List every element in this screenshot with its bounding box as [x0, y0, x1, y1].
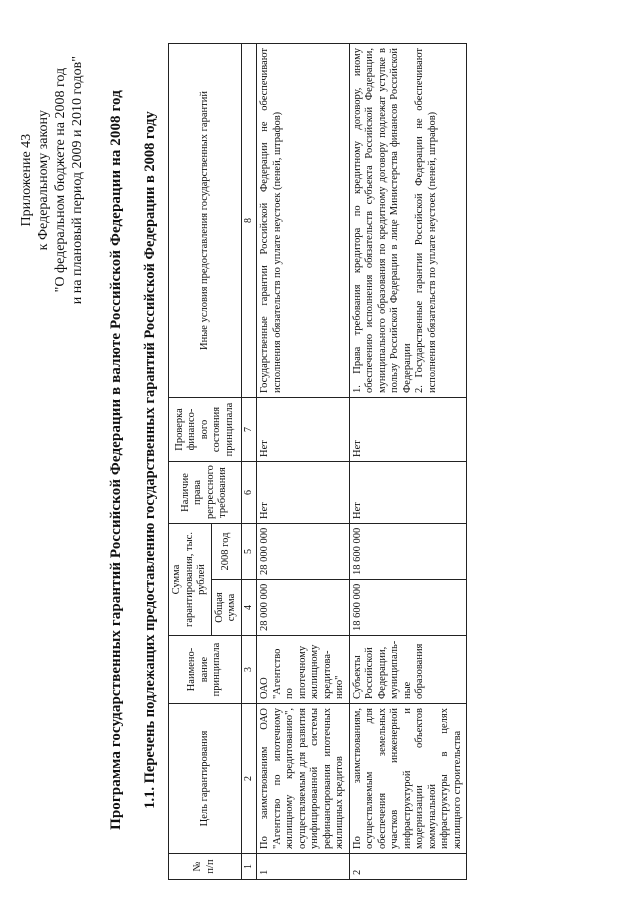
col-number: 6	[241, 462, 257, 524]
row-check: Нет	[257, 398, 350, 462]
appendix-label: Приложение 43	[19, 133, 34, 227]
row-principal: Субъекты Российской Федерации, муниципаль-ные образования	[349, 636, 467, 704]
appendix-header	[18, 56, 86, 304]
row-num: 1	[257, 854, 350, 880]
condition-paragraph-1: 1. Права требования кредитора по кредитному договору, иному обеспечению исполнения обязательств субъекта Российской Федерации, муниципального образования по кредитному договору подлежат уступке в пользу Российской Федерации в лице Министерства финансов Российской Федерации	[351, 48, 413, 393]
section-title: 1.1. Перечень подлежащих предоставлению государственных гарантий Российской Федерации в 2008 году	[142, 111, 158, 809]
row-other-conditions	[349, 44, 467, 398]
row-other-conditions: Государственные гарантии Российской Федерации не обеспечивают исполнения обязательств по уплате неустоек (пеней, штрафов)	[257, 44, 350, 398]
law-line-2: "О федеральном бюджете на 2008 год	[53, 67, 68, 293]
header-sum-group: Сумма гарантирования, тыс. рублей	[169, 524, 212, 636]
header-regress: Наличие права регрессного требования	[169, 462, 242, 524]
document-title: Программа государственных гарантий Российской Федерации в валюте Российской Федерации на 2008 год	[108, 90, 124, 830]
col-number: 8	[241, 44, 257, 398]
condition-paragraph-2: 2. Государственные гарантии Российской Федерации не обеспечивают исполнения обязательств по уплате неустоек (пеней, штрафов)	[414, 48, 438, 393]
row-regress: Нет	[257, 462, 350, 524]
header-sum-total: Общая сумма	[211, 580, 241, 636]
row-num: 2	[349, 854, 467, 880]
guarantees-table	[168, 43, 467, 880]
row-sum-2008: 18 600 000	[349, 524, 467, 580]
col-number: 4	[241, 580, 257, 636]
row-purpose: По заимствованиям ОАО "Агентство по ипотечному жилищному кредитованию", осуществляемым для развития унифицированной системы рефинансирования ипотечных жилищных кредитов	[257, 704, 350, 854]
document-page	[0, 20, 640, 900]
table-row	[257, 44, 350, 880]
col-number: 5	[241, 524, 257, 580]
header-other: Иные условия предоставления государственных гарантий	[169, 44, 242, 398]
row-sum-total: 18 600 000	[349, 580, 467, 636]
col-number: 7	[241, 398, 257, 462]
law-line-1: к Федеральному закону	[36, 109, 51, 251]
header-num: № п/п	[169, 854, 242, 880]
column-numbers-row	[241, 44, 257, 880]
row-sum-2008: 28 000 000	[257, 524, 350, 580]
col-number: 1	[241, 854, 257, 880]
header-principal: Наимено-вание принципала	[169, 636, 242, 704]
row-check: Нет	[349, 398, 467, 462]
header-check: Проверка финансо-вого состояния принципала	[169, 398, 242, 462]
row-principal: ОАО "Агентство по ипотечному жилищному кредитова-нию"	[257, 636, 350, 704]
row-purpose: По заимствованиям, осуществляемым для обеспечения земельных участков инженерной инфраструктурой и модернизации объектов коммунальной инфраструктуры в целях жилищного строительства	[349, 704, 467, 854]
table-header-row	[169, 44, 212, 880]
law-line-3: и на плановый период 2009 и 2010 годов"	[70, 56, 85, 305]
table-row	[349, 44, 467, 880]
header-purpose: Цель гарантирования	[169, 704, 242, 854]
col-number: 3	[241, 636, 257, 704]
col-number: 2	[241, 704, 257, 854]
row-sum-total: 28 000 000	[257, 580, 350, 636]
header-sum-2008: 2008 год	[211, 524, 241, 580]
row-regress: Нет	[349, 462, 467, 524]
